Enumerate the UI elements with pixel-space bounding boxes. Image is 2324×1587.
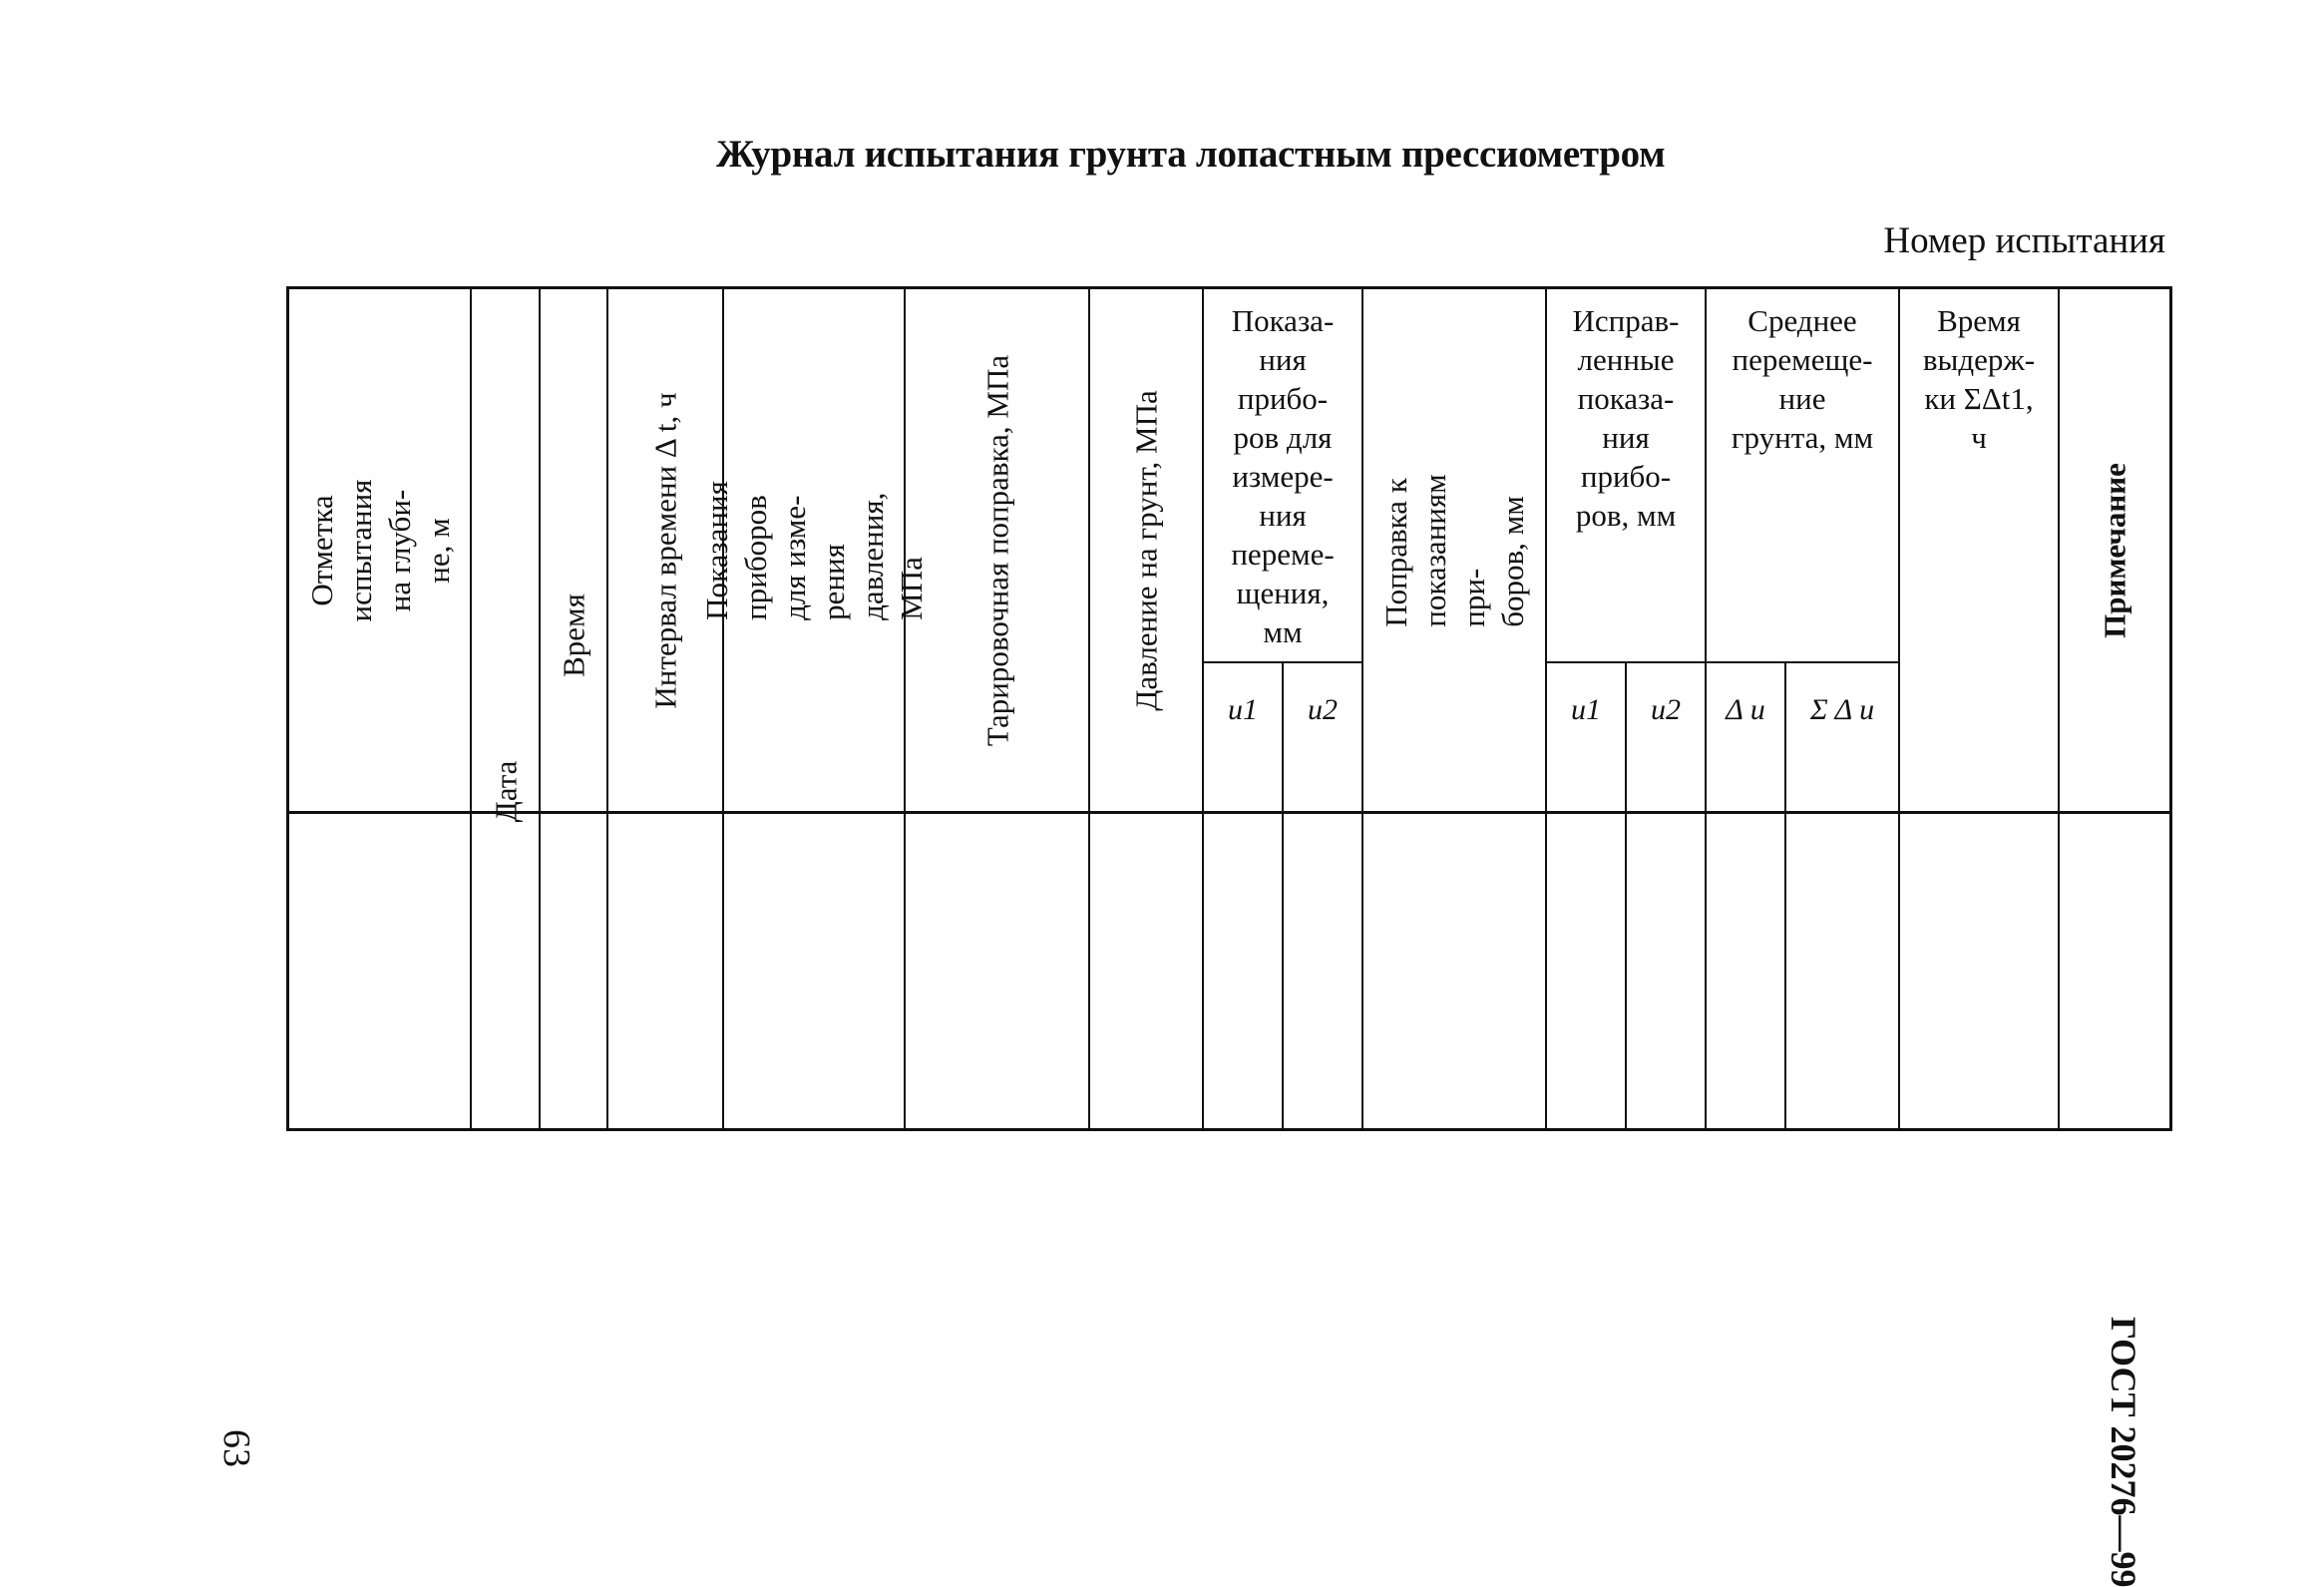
- header-label: Интервал времени Δ t, ч: [647, 391, 683, 709]
- subheader-label: u1: [1571, 693, 1601, 726]
- subheader-label: u2: [1651, 693, 1681, 726]
- header-cell-holding-time: Время выдерж- ки ΣΔt1, ч: [1922, 303, 2036, 455]
- header-cell-pressure-readings: [699, 289, 929, 811]
- header-label: Дата: [488, 760, 523, 823]
- header-label: Поправка к показаниям при- боров, мм: [1378, 473, 1530, 627]
- header-label: Показания приборов для изме- рения давления, МПа: [699, 480, 929, 620]
- subheader-label: Σ Δ u: [1809, 693, 1875, 726]
- header-cell-corrected-readings: Исправ- ленные показа- ния прибо- ров, мм: [1572, 303, 1680, 533]
- page-number: 63: [215, 1429, 257, 1467]
- subheader-cell: [1627, 663, 1705, 811]
- standard-designation: ГОСТ 20276—99: [2104, 1317, 2143, 1587]
- subheader-label: u2: [1308, 693, 1338, 726]
- header-cell-soil-pressure: [1090, 289, 1202, 811]
- header-label: Давление на грунт, МПа: [1128, 389, 1164, 711]
- header-cell-mean-displacement: Среднее перемеще- ние грунта, мм: [1731, 303, 1874, 455]
- subheader-cell: [1707, 663, 1784, 811]
- subheader-cell: [1786, 663, 1898, 811]
- header-label: Отметка испытания на глуби- не, м: [303, 479, 456, 621]
- header-cell-correction: [1363, 289, 1545, 811]
- header-cell-note: [2060, 289, 2169, 811]
- subheader-label: u1: [1228, 693, 1258, 726]
- table-border-top: [286, 286, 2172, 289]
- header-cell-date: [472, 459, 539, 823]
- subheader-cell: [1204, 663, 1282, 811]
- header-label: Тарировочная поправка, МПа: [979, 354, 1014, 746]
- header-cell-calibration: [906, 289, 1088, 811]
- subheader-label: Δ u: [1726, 693, 1765, 726]
- table-row: [288, 813, 2171, 1130]
- header-label: Время: [556, 593, 591, 677]
- header-cell-displacement-readings: Показа- ния прибо- ров для измере- ния переме- щения, мм: [1231, 303, 1335, 649]
- header-cell-time: [541, 459, 606, 811]
- header-cell-depth: [289, 289, 470, 811]
- document-title: Журнал испытания грунта лопастным прессиометром: [716, 133, 1666, 176]
- test-number-label: Номер испытания: [1883, 220, 2165, 261]
- subheader-cell: [1284, 663, 1361, 811]
- header-label: Примечание: [2097, 462, 2132, 638]
- subheader-cell: [1547, 663, 1625, 811]
